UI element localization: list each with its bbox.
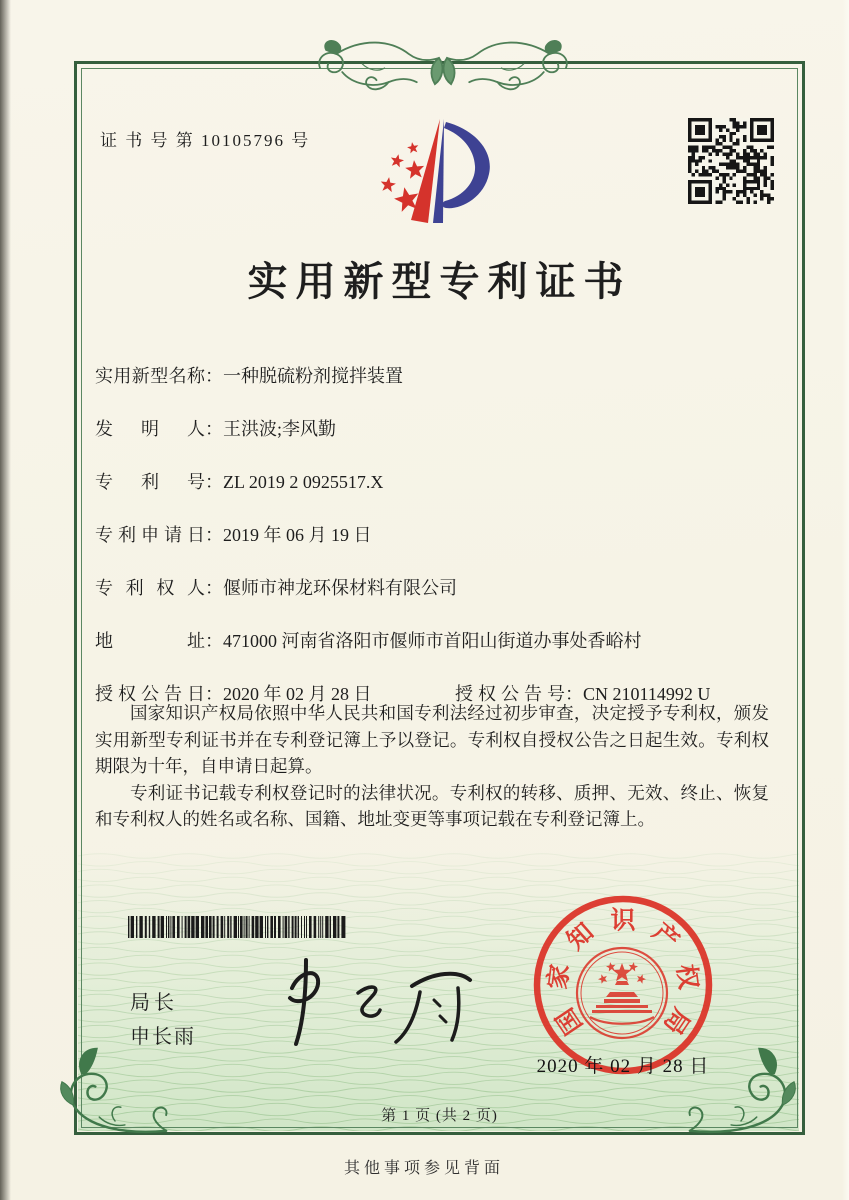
- scan-shadow-left: [0, 0, 11, 1200]
- field-row: [95, 574, 771, 598]
- svg-text:知: 知: [562, 918, 600, 956]
- field-row: [95, 415, 771, 439]
- field-colon: ：: [205, 631, 223, 651]
- certificate-fields: [95, 362, 771, 733]
- top-flourish-ornament-icon: [312, 33, 574, 95]
- field: [95, 468, 383, 494]
- qr-code-icon: [688, 118, 774, 204]
- field-label: 发明人: [95, 419, 205, 439]
- barcode-icon: [128, 916, 346, 938]
- field-colon: ：: [205, 419, 223, 439]
- field: [95, 521, 372, 547]
- page-number: 第 1 页 (共 2 页): [381, 1108, 498, 1124]
- field-label: 授权公告日: [95, 684, 205, 704]
- back-side-note: 其他事项参见背面: [343, 1160, 504, 1177]
- field-label: 专利申请日: [95, 525, 205, 545]
- field-value: ZL 2019 2 0925517.X: [223, 472, 384, 492]
- svg-text:家: 家: [544, 962, 575, 991]
- field-label: 专利号: [95, 472, 205, 492]
- field: [95, 574, 457, 600]
- field-value: CN 210114992 U: [583, 684, 711, 704]
- field-label: 实用新型名称: [95, 366, 205, 386]
- field-label: 专利权人: [95, 578, 205, 598]
- field-value: 偃师市神龙环保材料有限公司: [223, 578, 457, 598]
- field: [95, 415, 336, 441]
- field: [95, 627, 642, 653]
- handwritten-signature-icon: [262, 948, 492, 1054]
- body-paragraph: 专利证书记载专利权登记时的法律状况。专利权的转移、质押、无效、终止、恢复和专利权人的姓名或名称、国籍、地址变更等事项记载在专利登记簿上。: [95, 782, 769, 829]
- svg-text:国: 国: [551, 1002, 589, 1039]
- commissioner-name: 申长雨: [130, 1026, 196, 1048]
- commissioner-title: 局长: [130, 992, 178, 1014]
- svg-text:局: 局: [657, 1002, 695, 1039]
- field-label: 授权公告号: [455, 684, 565, 704]
- field-row: [95, 521, 771, 545]
- field-value: 一种脱硫粉剂搅拌装置: [223, 366, 403, 386]
- field-colon: ：: [205, 578, 223, 598]
- seal-date: 2020 年 02 月 28 日: [536, 1056, 710, 1077]
- field-value: 王洪波;李风勤: [223, 419, 337, 439]
- field-colon: ：: [205, 472, 223, 492]
- svg-text:识: 识: [610, 907, 636, 935]
- body-paragraph: 国家知识产权局依照中华人民共和国专利法经过初步审查，决定授予专利权，颁发实用新型专利证书并在专利登记簿上予以登记。专利权自授权公告之日起生效。专利权期限为十年，自申请日起算。: [95, 703, 769, 776]
- svg-text:权: 权: [671, 962, 702, 991]
- field-colon: ：: [205, 684, 223, 704]
- field: [95, 362, 403, 388]
- field-row: [95, 468, 771, 492]
- certificate-number: 证 书 号 第 10105796 号: [100, 131, 311, 150]
- page-edge-right: [842, 0, 849, 1200]
- field-colon: ：: [565, 684, 583, 704]
- certificate-title: 实用新型专利证书: [247, 259, 632, 304]
- corner-scroll-ornament-icon: [56, 1044, 174, 1138]
- field-colon: ：: [205, 366, 223, 386]
- field-value: 2020 年 02 月 28 日: [223, 684, 372, 704]
- field-label: 地址: [95, 631, 205, 651]
- cnipa-logo-icon: [370, 110, 510, 242]
- field-row: [95, 362, 771, 386]
- field-value: 471000 河南省洛阳市偃师市首阳山街道办事处香峪村: [223, 631, 642, 651]
- field-row: [95, 627, 771, 651]
- field-value: 2019 年 06 月 19 日: [223, 525, 372, 545]
- certificate-body-text: [95, 700, 769, 833]
- svg-text:产: 产: [646, 918, 684, 956]
- field-colon: ：: [205, 525, 223, 545]
